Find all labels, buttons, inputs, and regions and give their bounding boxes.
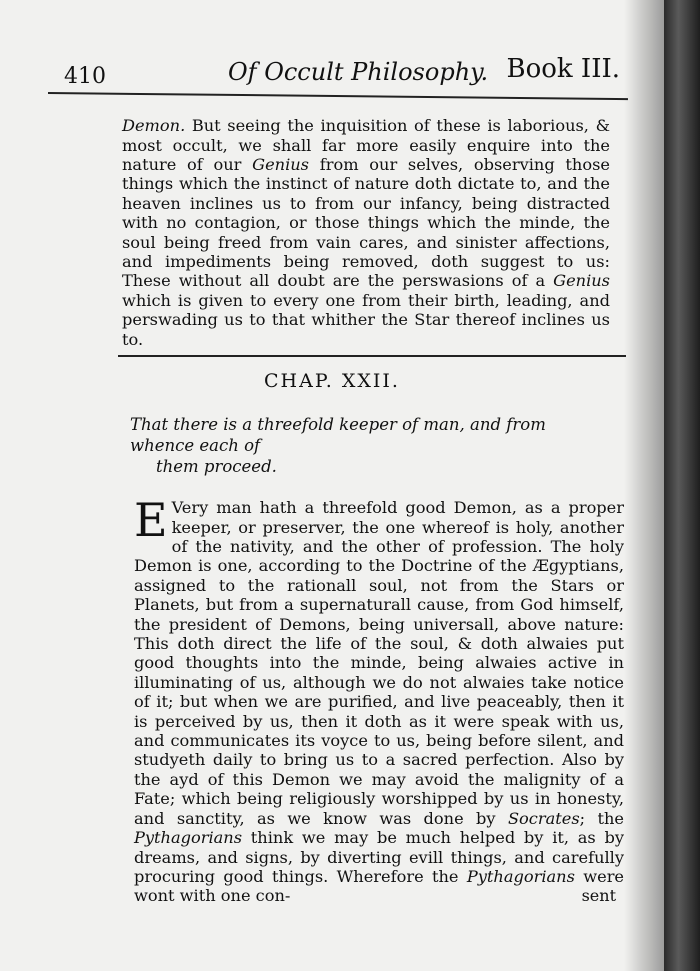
drop-cap: E	[134, 493, 168, 548]
main-paragraph-text-1: Very man hath a threefold good Demon, as a proper keeper, or preserver, the one whereof is holy, another of the nativity, and the other of profession. The holy Demon is one, according to the Doctrine of the Ægyptians, assigned to the rationall soul, not from the Stars or Planets, but from a supernaturall cause, from God himself, the president of Demons, being universall, above nature: This doth direct the life of the soul, & doth alwaies put good thoughts into the minde, being alwaies active in illuminating of us, although we do not alwaies take notice of it; but when we are purified, and live peaceably, then it is perceived by us, then it doth as it were speak with us, and communicates its voyce to us, being before silent, and studyeth daily to bring us to a sacred perfection. Also by the ayd of this Demon we may avoid the malignity of a Fate; which being religiously worshipped by us in honesty, and sanctity, as we know was done by	[134, 498, 624, 828]
chapter-title-line-2: them proceed.	[156, 457, 277, 476]
running-head	[60, 48, 620, 88]
catchword: sent	[581, 886, 616, 905]
section-rule	[118, 355, 626, 357]
top-paragraph-text-2: from our selves, observing those things which the instinct of nature doth dictate to, and the heaven inclines us to from our infancy, being distracted with no contagion, or those things which the minde, the soul being freed from vain cares, and sinister affections, and impediments being removed, doth suggest to us: These without all doubt are the perswasions of a	[122, 155, 610, 291]
page-number: 410	[64, 64, 106, 89]
book-gutter	[664, 0, 700, 971]
pythagorians-word: Pythagorians	[134, 828, 243, 848]
main-paragraph	[134, 493, 625, 906]
genius-word: Genius	[553, 271, 610, 291]
genius-word: Genius	[252, 155, 309, 174]
chapter-title-line-1: That there is a threefold keeper of man, and from whence each of	[130, 415, 546, 455]
top-paragraph	[122, 116, 610, 349]
main-paragraph-text-3: think we may be much helped by it, as by dreams, and signs, by diverting evill things, and carefully procuring good things. Wherefore the	[134, 828, 624, 886]
top-paragraph-text-3: which is given to every one from their birth, leading, and perswading us to that whither the Star thereof inclines us to.	[122, 290, 610, 349]
socrates-word: Socrates	[507, 808, 580, 828]
top-paragraph-text-1: But seeing the inquisition of these is laborious, & most occult, we shall far more easily enquire into the nature of our	[122, 116, 610, 174]
book-title: Of Occult Philosophy.	[228, 58, 489, 86]
demon-word: Demon.	[122, 116, 186, 136]
main-paragraph-text-4: were wont with one con-	[134, 866, 625, 906]
pythagorians-word: Pythagorians	[466, 866, 575, 886]
header-rule	[48, 92, 628, 100]
chapter-title	[130, 414, 610, 477]
chapter-heading: CHAP. XXII.	[264, 370, 400, 392]
main-paragraph-text-2: ; the	[579, 808, 624, 828]
book-number: Book III.	[506, 54, 620, 84]
